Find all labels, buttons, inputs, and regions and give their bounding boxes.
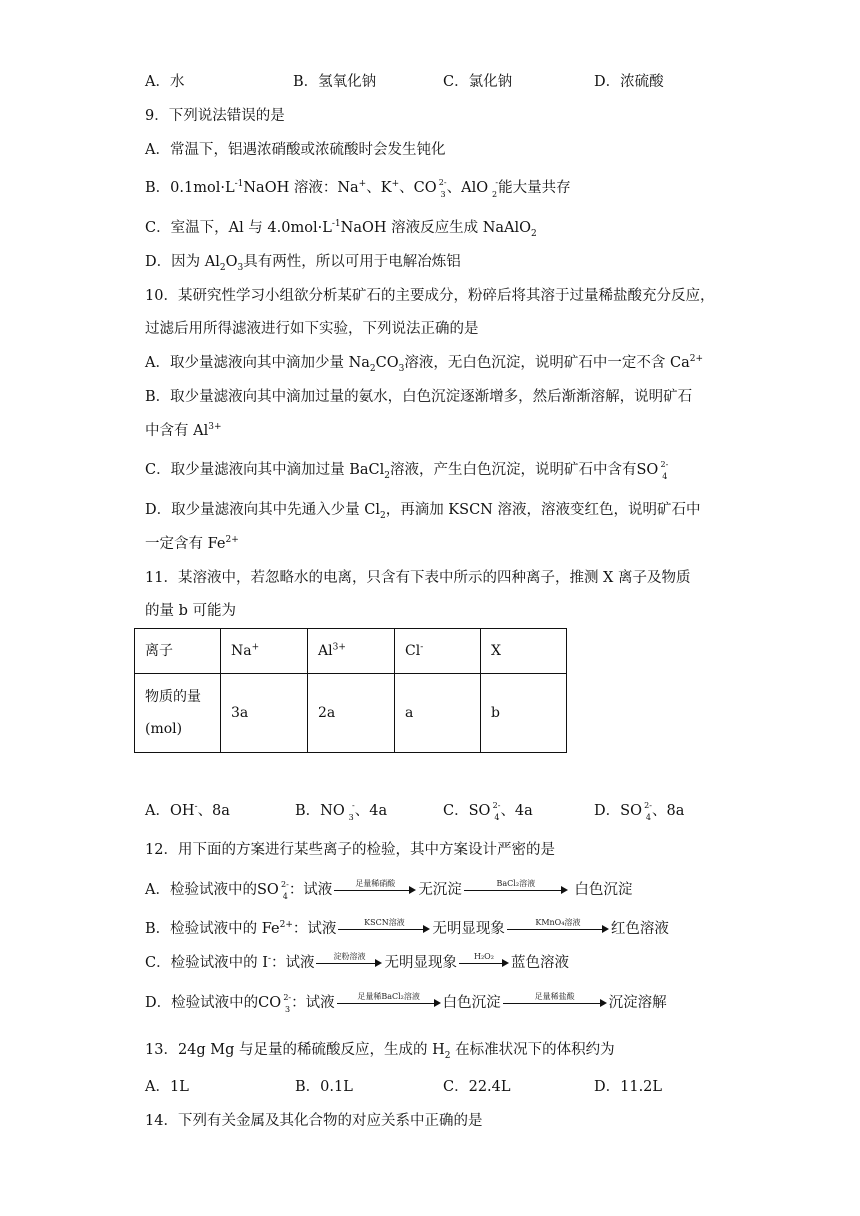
table-row-label: 物质的量 (mol) — [135, 674, 221, 753]
table-header-cl: Cl- — [395, 629, 481, 674]
q8-option-b: B．氢氧化钠 — [293, 74, 377, 90]
q11-option-c: C．SO 2- 4 、4a — [443, 801, 533, 822]
q9-option-d: D．因为 $Al_2O_3$具有两性，所以可用于电解冶炼铝 — [145, 254, 461, 273]
q13-option-a: A．1L — [145, 1079, 189, 1095]
table-header-na: Na+ — [221, 629, 308, 674]
reaction-arrow: 足量稀盐酸 — [503, 997, 607, 1009]
q9-option-b: B．$0.1mol\cdot L^{-1}NaOH$ 溶液：Na+、K+、CO 2- 3 、AlO - 2 能大量共存 — [145, 178, 571, 199]
reaction-arrow: 淀粉溶液 — [316, 957, 382, 969]
q13-stem: 13．24g Mg 与足量的稀硫酸反应，生成的 $H_2$ 在标准状况下的体积约为 — [145, 1042, 615, 1061]
q11-stem-line2: 的量 b 可能为 — [145, 603, 236, 619]
q10-option-b-line2: 中含有 $Al^{3+}$ — [145, 422, 222, 439]
table-cell-x: b — [481, 674, 567, 753]
q9-stem: 9．下列说法错误的是 — [145, 108, 285, 124]
q13-option-b: B．0.1L — [295, 1079, 353, 1095]
table-cell-cl: a — [395, 674, 481, 753]
q13-option-c: C．22.4L — [443, 1079, 511, 1095]
ion-table — [134, 628, 567, 753]
q14-stem: 14．下列有关金属及其化合物的对应关系中正确的是 — [145, 1113, 483, 1129]
q12-option-c: C．检验试液中的 I-：试液 淀粉溶液 无明显现象 H₂O₂ 蓝色溶液 — [145, 952, 569, 971]
q11-stem-line1: 11．某溶液中，若忽略水的电离，只含有下表中所示的四种离子，推测 X 离子及物质 — [145, 570, 691, 586]
q10-option-b-line1: B．取少量滤液向其中滴加过量的氨水，白色沉淀逐渐增多，然后渐渐溶解，说明矿石 — [145, 389, 693, 405]
table-header-x: X — [481, 629, 567, 674]
reaction-arrow: KMnO₄溶液 — [507, 923, 609, 935]
q11-option-b: B．NO - 3 、4a — [295, 801, 388, 822]
reaction-arrow: BaCl₂溶液 — [464, 884, 568, 896]
q8-option-a: A．水 — [145, 74, 185, 90]
q10-option-d-line2: 一定含有 $Fe^{2+}$ — [145, 535, 239, 552]
q10-option-d-line1: D．取少量滤液向其中先通入少量 $Cl_2$，再滴加 KSCN 溶液，溶液变红色，说明矿石中 — [145, 502, 701, 521]
reaction-arrow: KSCN溶液 — [338, 923, 430, 935]
reaction-arrow: 足量稀BaCl₂溶液 — [337, 997, 441, 1009]
q9-option-c: C．室温下，Al 与 $4.0mol\cdot L^{-1}NaOH$ 溶液反应生成 NaAlO$_2$ — [145, 219, 537, 239]
q12-stem: 12．用下面的方案进行某些离子的检验，其中方案设计严密的是 — [145, 842, 555, 858]
table-header-ion: 离子 — [135, 629, 221, 674]
q9-option-a: A．常温下，铝遇浓硝酸或浓硫酸时会发生钝化 — [145, 142, 446, 158]
q10-stem-line2: 过滤后用所得滤液进行如下实验，下列说法正确的是 — [145, 321, 479, 337]
q13-option-d: D．11.2L — [594, 1079, 663, 1095]
q8-option-d: D．浓硫酸 — [594, 74, 664, 90]
q12-option-d: D．检验试液中的CO 2- 3 ：试液 足量稀BaCl₂溶液 白色沉淀 足量稀盐酸 沉淀溶解 — [145, 992, 667, 1014]
reaction-arrow: 足量稀硝酸 — [334, 884, 416, 896]
q10-stem-line1: 10．某研究性学习小组欲分析某矿石的主要成分，粉碎后将其溶于过量稀盐酸充分反应， — [145, 288, 715, 304]
q12-option-a: A．检验试液中的SO 2- 4 ：试液 足量稀硝酸 无沉淀 BaCl₂溶液 白色沉淀 — [145, 879, 633, 901]
reaction-arrow: H₂O₂ — [459, 957, 509, 969]
table-cell-al: 2a — [308, 674, 395, 753]
table-cell-na: 3a — [221, 674, 308, 753]
q8-option-c: C．氯化钠 — [443, 74, 513, 90]
q11-option-d: D．SO 2- 4 、8a — [594, 801, 685, 822]
q10-option-c: C．取少量滤液向其中滴加过量 BaCl$_2$溶液，产生白色沉淀，说明矿石中含有SO 2- 4 — [145, 460, 669, 481]
q10-option-a: A．取少量滤液向其中滴加少量 $Na_2CO_3$溶液，无白色沉淀，说明矿石中一定不含 $Ca^{2+}$ — [145, 354, 704, 374]
q12-option-b: B．检验试液中的 $Fe^{2+}$：试液 KSCN溶液 无明显现象 KMnO₄溶液 红色溶液 — [145, 918, 669, 937]
table-header-al: $Al^{3+}$ — [308, 629, 395, 674]
q11-option-a: A．OH-、8a — [145, 802, 230, 819]
